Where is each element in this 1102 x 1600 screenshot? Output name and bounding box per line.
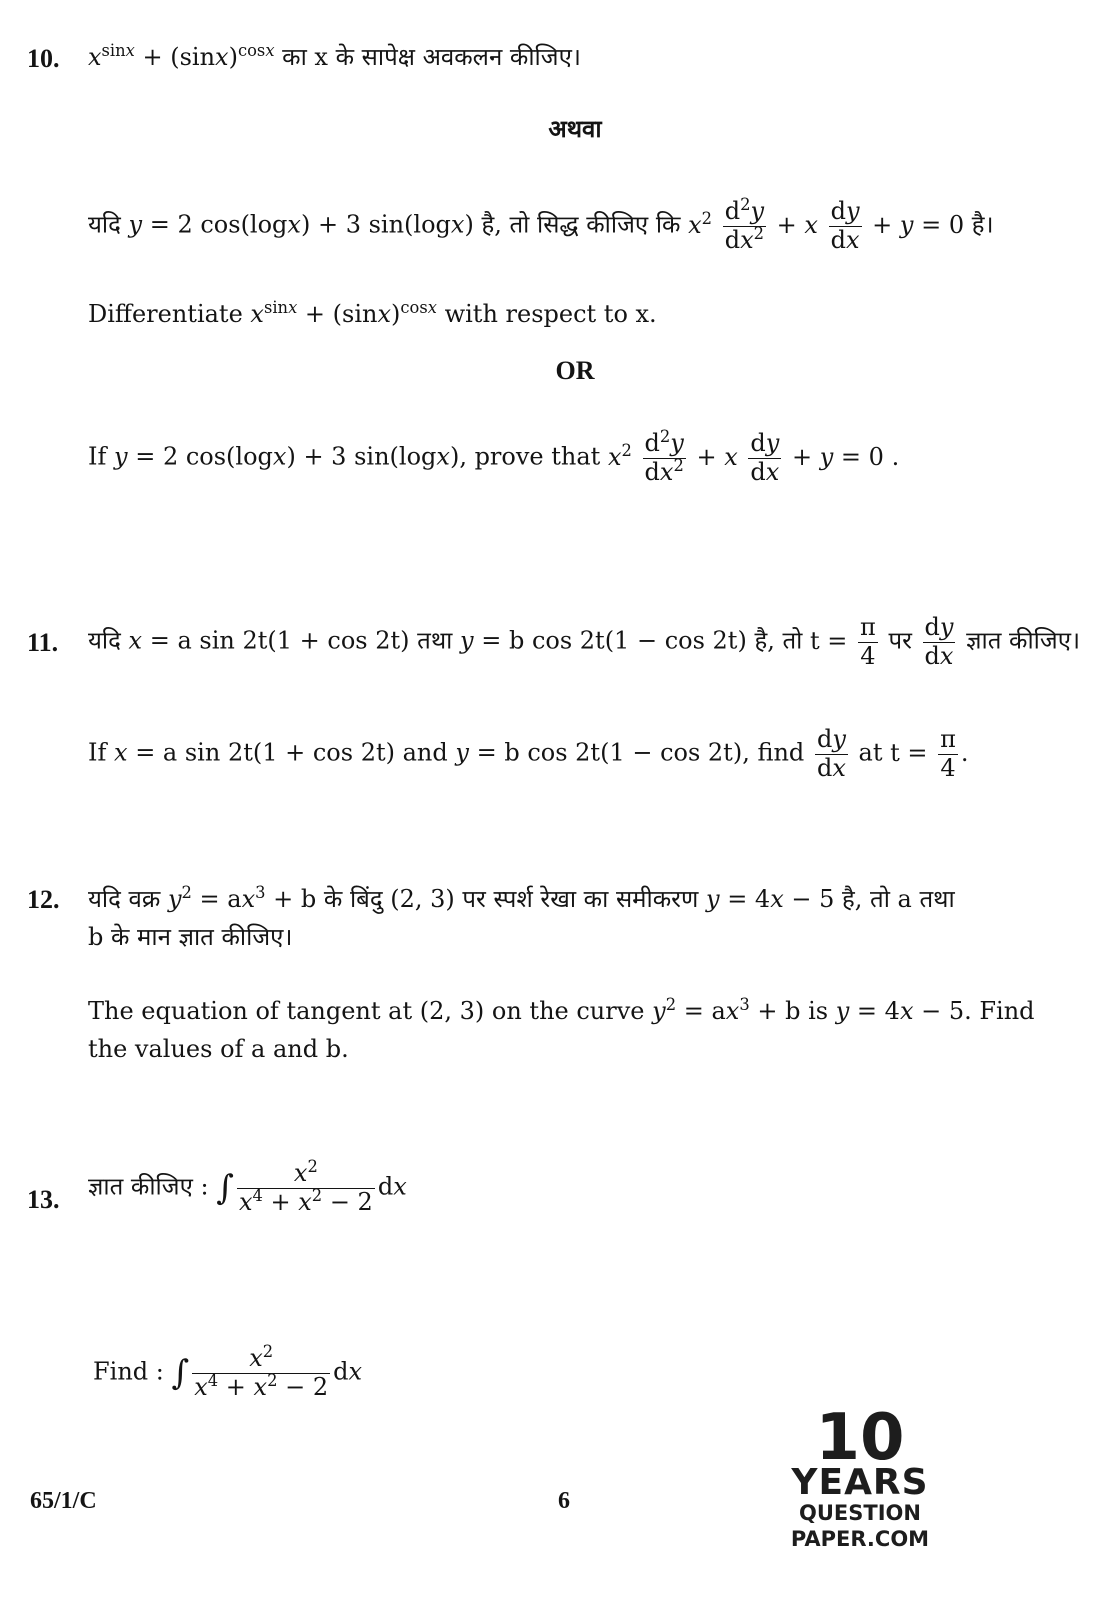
q12-hindi-text-3: है, तो a तथा — [842, 885, 955, 913]
q11-hindi-mid3: पर — [888, 626, 912, 655]
q12-english-curve: $y^2 = ax^3 + b$ — [652, 995, 801, 1025]
q11-english-dy-dx: $\frac{dy}{dx}$ — [816, 725, 846, 782]
question-number-11: 11. — [27, 628, 59, 657]
integral-sign: ∫ — [216, 1168, 234, 1209]
q10-hindi-statement — [88, 40, 581, 73]
site-logo — [745, 1401, 975, 1552]
q13-english-statement: Find : ∫ $\frac{x^2}{x^4 + x^2 - 2}$ dx — [93, 1342, 363, 1401]
question-number-13: 13. — [27, 1185, 60, 1214]
q10-english-alt-prefix: If — [88, 442, 107, 471]
q12-english-statement — [88, 992, 1063, 1068]
q10-hindi-alt-suffix: है। — [971, 210, 994, 239]
q10-expression: $x^{sinx} + (\sin x)^{cosx}$ — [88, 41, 275, 71]
q11-dy-dx: $\frac{dy}{dx}$ — [924, 613, 954, 670]
q13-english-prefix: Find : — [93, 1357, 164, 1386]
q12-english-tangent: y = 4x − 5 — [835, 997, 965, 1025]
q10-y-definition: y = 2 cos(logx) + 3 sin(logx) — [128, 210, 474, 239]
q12-english-text-3: . Find the values of a and b. — [88, 997, 1035, 1063]
q12-english-text-1: The equation of tangent at (2, 3) on the curve — [88, 997, 645, 1025]
q12-hindi-text-1: यदि वक्र — [88, 885, 161, 913]
or-english: OR — [555, 356, 595, 385]
q12-english-text-2: is — [808, 997, 829, 1025]
logo-word: YEARS — [791, 1462, 929, 1503]
q10-hindi-alt-mid: है, तो सिद्ध कीजिए कि — [481, 210, 681, 239]
q11-english-statement — [88, 726, 969, 782]
q11-x-definition: x = a sin 2t(1 + cos 2t) — [128, 626, 410, 655]
q11-hindi-suffix: ज्ञात कीजिए। — [966, 626, 1081, 655]
q10-english-alt — [88, 427, 900, 486]
q11-english-mid1: and — [402, 738, 448, 767]
q12-hindi-text-4: b के मान ज्ञात कीजिए। — [88, 923, 293, 951]
q10-english-expression: $x^{sinx} + (\sin x)^{cosx}$ — [250, 298, 437, 328]
paper-code: 65/1/C — [30, 1488, 97, 1514]
q12-hindi-statement — [88, 880, 1063, 956]
q12-hindi-text-2: के बिंदु (2, 3) पर स्पर्श रेखा का समीकरण — [323, 885, 699, 913]
q10-english-prefix: Differentiate — [88, 300, 243, 328]
q10-english-alt-mid: , prove that — [459, 442, 601, 471]
q11-hindi-mid1: तथा — [417, 626, 453, 655]
q10-hindi-suffix: का x के सापेक्ष अवकलन कीजिए। — [282, 43, 581, 71]
q11-english-x-definition: x = a sin 2t(1 + cos 2t) — [114, 738, 395, 767]
q11-english-y-definition: y = b cos 2t(1 − cos 2t) — [455, 738, 743, 767]
q10-ode: $x^2$ $\frac{d^2y}{dx^2}$ + x $\frac{dy}{dx}$ + y = 0 — [688, 195, 965, 254]
page-number: 6 — [558, 1488, 570, 1514]
q12-tangent: y = 4x − 5 — [706, 885, 835, 913]
q10-hindi-alt-prefix: यदि — [88, 210, 121, 239]
question-number-10: 10. — [27, 44, 60, 73]
or-hindi: अथवा — [548, 115, 602, 143]
q10-hindi-alt — [88, 195, 994, 254]
q11-hindi-statement — [88, 614, 1080, 670]
q13-english-integrand: $\frac{x^2}{x^4 + x^2 - 2}$ — [194, 1342, 329, 1401]
q10-english-ode: $x^2$ $\frac{d^2y}{dx^2}$ + x $\frac{dy}{dx}$ + y = 0 . — [607, 427, 900, 486]
logo-site: QUESTION PAPER.COM — [790, 1501, 930, 1551]
q11-english-t-value: t = $\frac{\pi}{4}$ . — [890, 725, 969, 782]
q13-hindi-prefix: ज्ञात कीजिए : — [88, 1172, 209, 1201]
q10-english-statement — [88, 300, 657, 328]
q11-hindi-prefix: यदि — [88, 626, 121, 655]
q10-english-suffix: with respect to x. — [444, 300, 657, 328]
q12-curve: $y^2 = ax^3 + b$ — [167, 883, 317, 913]
q11-english-mid2: , find — [742, 738, 805, 767]
question-number-12: 12. — [27, 885, 60, 914]
q11-y-definition: y = b cos 2t(1 − cos 2t) — [460, 626, 747, 655]
logo-number: 10 — [815, 1401, 905, 1475]
q13-integrand: $\frac{x^2}{x^4 + x^2 - 2}$ — [238, 1157, 373, 1216]
integral-sign: ∫ — [171, 1353, 190, 1394]
q11-hindi-mid2: है, तो — [754, 626, 803, 655]
q11-english-prefix: If — [88, 738, 107, 767]
q10-english-y-definition: y = 2 cos(logx) + 3 sin(logx) — [114, 442, 460, 471]
q11-english-mid3: at — [858, 738, 883, 767]
q11-t-value: t = $\frac{\pi}{4}$ — [810, 613, 876, 670]
q13-hindi-statement: ज्ञात कीजिए : ∫ $\frac{x^2}{x^4 + x^2 - 2}$ dx — [88, 1157, 407, 1216]
